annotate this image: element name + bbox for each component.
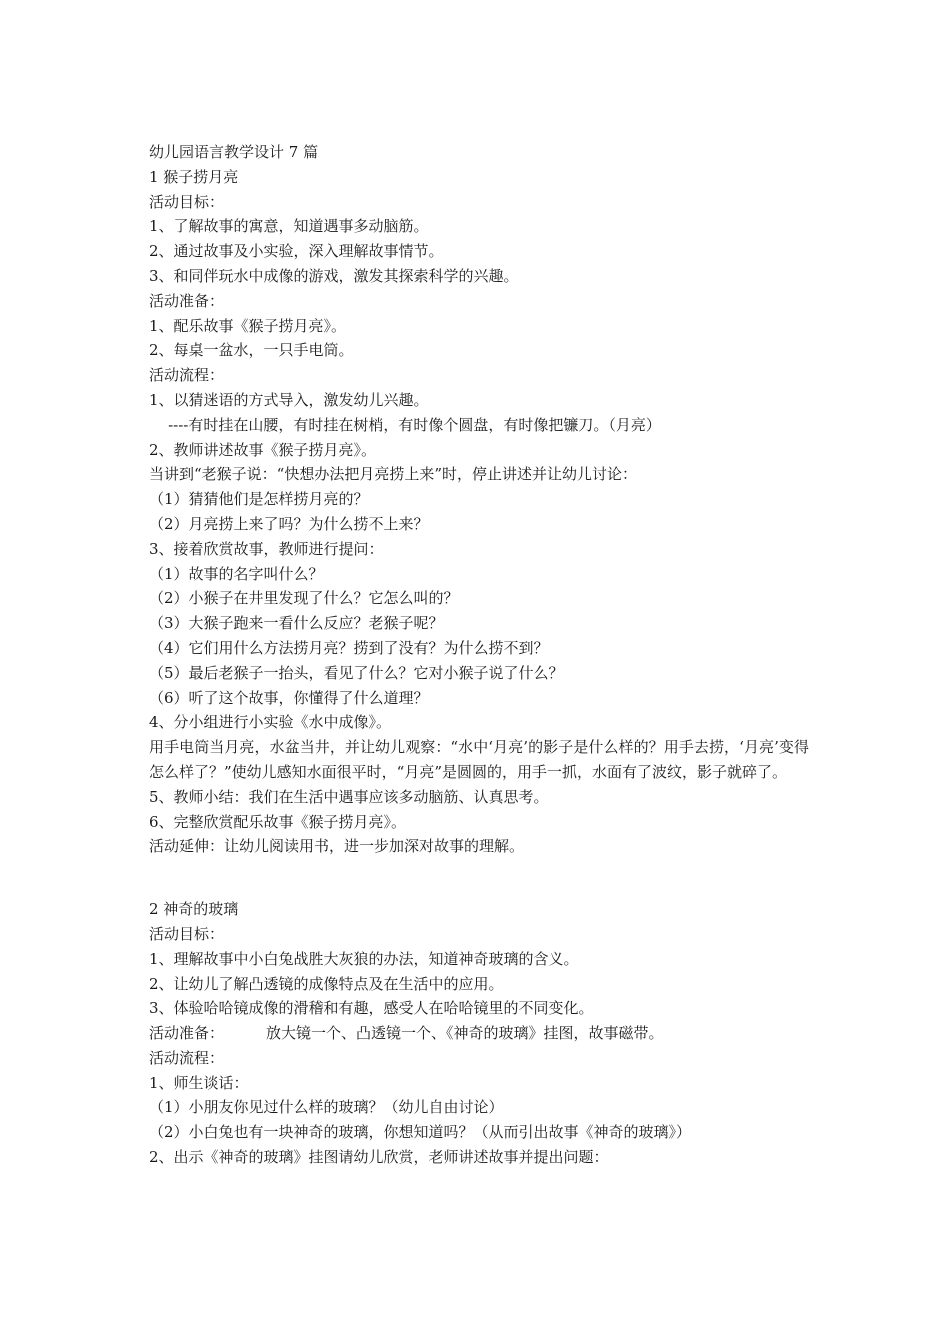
section-1-extension: 活动延伸：让幼儿阅读用书，进一步加深对故事的理解。 [149,837,525,856]
section-1-flow-item: 4、分小组进行小实验《水中成像》。 [149,713,392,732]
section-1-question: （6）听了这个故事，你懂得了什么道理？ [149,688,429,707]
section-2-goals-label: 活动目标： [149,924,225,943]
section-1-goal: 1、了解故事的寓意，知道遇事多动脑筋。 [149,217,429,236]
section-2-question: （2）小白兔也有一块神奇的玻璃，你想知道吗？（从而引出故事《神奇的玻璃》） [149,1123,692,1142]
section-1-goals-label: 活动目标： [149,192,225,211]
section-1-question: （2）月亮捞上来了吗？为什么捞不上来？ [149,514,429,533]
section-1-question: （1）故事的名字叫什么？ [149,564,324,583]
section-2-flow-item: 2、出示《神奇的玻璃》挂图请幼儿欣赏，老师讲述故事并提出问题： [149,1148,609,1167]
section-2-prep-line [149,1021,809,1046]
section-1-question: （5）最后老猴子一抬头，看见了什么？它对小猴子说了什么？ [149,663,564,682]
section-1-question: （1）猜猜他们是怎样捞月亮的？ [149,490,369,509]
section-2-flow-item: 1、师生谈话： [149,1073,249,1092]
section-1-flow-item: 当讲到“老猴子说：“快想办法把月亮捞上来”时，停止讲述并让幼儿讨论： [149,465,638,484]
document-body [149,140,809,1170]
section-1-goal: 3、和同伴玩水中成像的游戏，激发其探索科学的兴趣。 [149,266,519,285]
section-2-prep-label: 活动准备： [149,1024,225,1043]
section-1-prep-item: 2、每桌一盆水，一只手电筒。 [149,341,354,360]
document-title: 幼儿园语言教学设计 7 篇 [149,143,319,161]
section-2-question: （1）小朋友你见过什么样的玻璃？（幼儿自由讨论） [149,1098,504,1117]
section-1-flow-item: 3、接着欣赏故事，教师进行提问： [149,539,384,558]
section-2-prep-text: 放大镜一个、凸透镜一个、《神奇的玻璃》挂图，故事磁带。 [266,1024,664,1043]
section-1-heading: 1 猴子捞月亮 [149,167,239,186]
section-2-goal: 3、体验哈哈镜成像的滑稽和有趣，感受人在哈哈镜里的不同变化。 [149,999,594,1018]
section-1-question: （3）大猴子跑来一看什么反应？老猴子呢？ [149,614,444,633]
section-1-experiment-paragraph: 用手电筒当月亮，水盆当井，并让幼儿观察：“水中‘月亮’的影子是什么样的？用手去捞，‘月亮’变得怎么样了？”使幼儿感知水面很平时，“月亮”是圆圆的，用手一抓，水面有了波纹，影子就碎了。 [149,738,809,781]
section-1-prep-item: 1、配乐故事《猴子捞月亮》。 [149,316,347,335]
section-1-riddle: ----有时挂在山腰，有时挂在树梢，有时像个圆盘，有时像把镰刀。（月亮） [149,415,661,434]
section-1-flow-label: 活动流程： [149,366,225,385]
section-2-goal: 2、让幼儿了解凸透镜的成像特点及在生活中的应用。 [149,974,504,993]
section-1-flow-item: 6、完整欣赏配乐故事《猴子捞月亮》。 [149,812,407,831]
section-1-goal: 2、通过故事及小实验，深入理解故事情节。 [149,242,444,261]
section-2-flow-label: 活动流程： [149,1048,225,1067]
section-2-goal: 1、理解故事中小白兔战胜大灰狼的办法，知道神奇玻璃的含义。 [149,949,579,968]
section-spacer [149,859,809,897]
section-1-question: （2）小猴子在井里发现了什么？它怎么叫的？ [149,589,459,608]
section-1-flow-item: 1、以猜迷语的方式导入，激发幼儿兴趣。 [149,390,429,409]
section-1-flow-item: 5、教师小结：我们在生活中遇事应该多动脑筋、认真思考。 [149,787,549,806]
section-1-flow-item: 2、教师讲述故事《猴子捞月亮》。 [149,440,377,459]
section-1-question: （4）它们用什么方法捞月亮？捞到了没有？为什么捞不到？ [149,638,549,657]
section-1-prep-label: 活动准备： [149,291,225,310]
section-2-heading: 2 神奇的玻璃 [149,900,239,919]
